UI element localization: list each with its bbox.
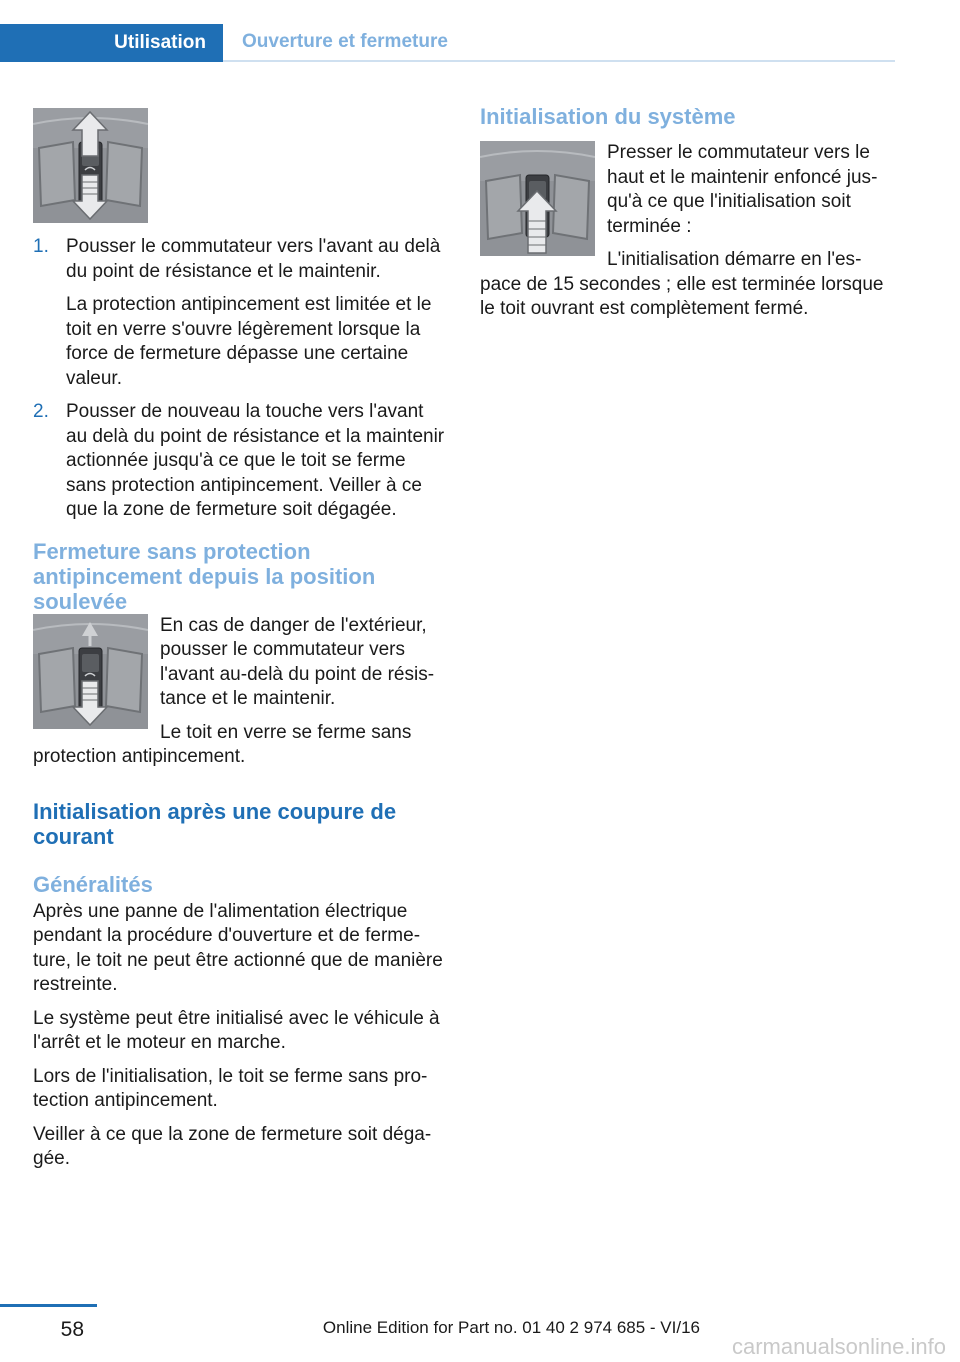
step-number: 2. [33, 401, 49, 422]
page-number: 58 [60, 1318, 84, 1341]
system-init-text-1: Presser le commutateur vers le haut et le maintenir enfoncé jusqu'à ce que l'initialisation soit terminée : [607, 142, 878, 237]
watermark-text: carmanualsonline.info [731, 1334, 946, 1359]
section-subtitle-general: Généralités [33, 871, 153, 897]
init-text: Après une panne de l'alimentation électrique pendant la procédure d'ouverture et de fermeture, le toit ne peut être actionné que de manière restreinte. [33, 900, 443, 995]
switch-forward-icon [33, 614, 148, 729]
init-text: Veiller à ce que la zone de fermeture soit dégagée. [33, 1123, 432, 1169]
switch-up-down-figure [33, 108, 148, 223]
raised-text-1: En cas de danger de l'extérieur, pousser le commutateur vers l'avant au-delà du point de résistance et le maintenir. [160, 614, 435, 709]
init-text: Lors de l'initialisation, le toit se ferme sans protection antipincement. [33, 1065, 428, 1111]
init-text: Le système peut être initialisé avec le véhicule à l'arrêt et le moteur en marche. [33, 1007, 440, 1053]
step-text: La protection antipincement est limitée et le toit en verre s'ouvre légèrement lorsque la force de fermeture dépasse une certaine valeur. [66, 294, 432, 389]
edition-text: Online Edition for Part no. 01 40 2 974 685 - VI/16 [322, 1318, 700, 1337]
step-text: Pousser le commutateur vers l'avant au delà du point de résistance et le maintenir. [66, 236, 441, 282]
switch-forward-figure [33, 614, 148, 729]
switch-up-down-icon [33, 108, 148, 223]
left-column [33, 108, 447, 1181]
step-number: 1. [33, 236, 49, 257]
right-column [480, 104, 895, 331]
section-title-init: Initialisation après une coupure de courant [33, 798, 397, 849]
section-title-system-init: Initialisation du système [480, 104, 736, 129]
section-title-raised: Fermeture sans protection antipincement depuis la position soulevée [33, 538, 376, 614]
raised-text-2: Le toit en verre se ferme sans protection antipincement. [33, 721, 412, 767]
tab-utilisation[interactable]: Utilisation [0, 24, 223, 62]
switch-up-hold-figure [480, 141, 595, 256]
switch-up-hold-icon [480, 141, 595, 256]
steps-list [33, 235, 447, 523]
system-init-text-2: L'initialisation démarre en l'espace de 15 secondes ; elle est terminée lorsque le toit ouvrant est complètement fermé. [480, 249, 884, 319]
list-item [33, 235, 447, 391]
tab-ouverture-fermeture[interactable]: Ouverture et fermeture [223, 24, 895, 62]
step-text: Pousser de nouveau la touche vers l'avant au delà du point de résistance et la maintenir actionnée jusqu'à ce que le toit se ferme sans protection antipincement. Veiller à ce que la zone de fermeture soit dégagée. [66, 401, 445, 520]
list-item [33, 400, 447, 523]
header-tabs [0, 24, 895, 62]
footer-rule [0, 1304, 97, 1307]
